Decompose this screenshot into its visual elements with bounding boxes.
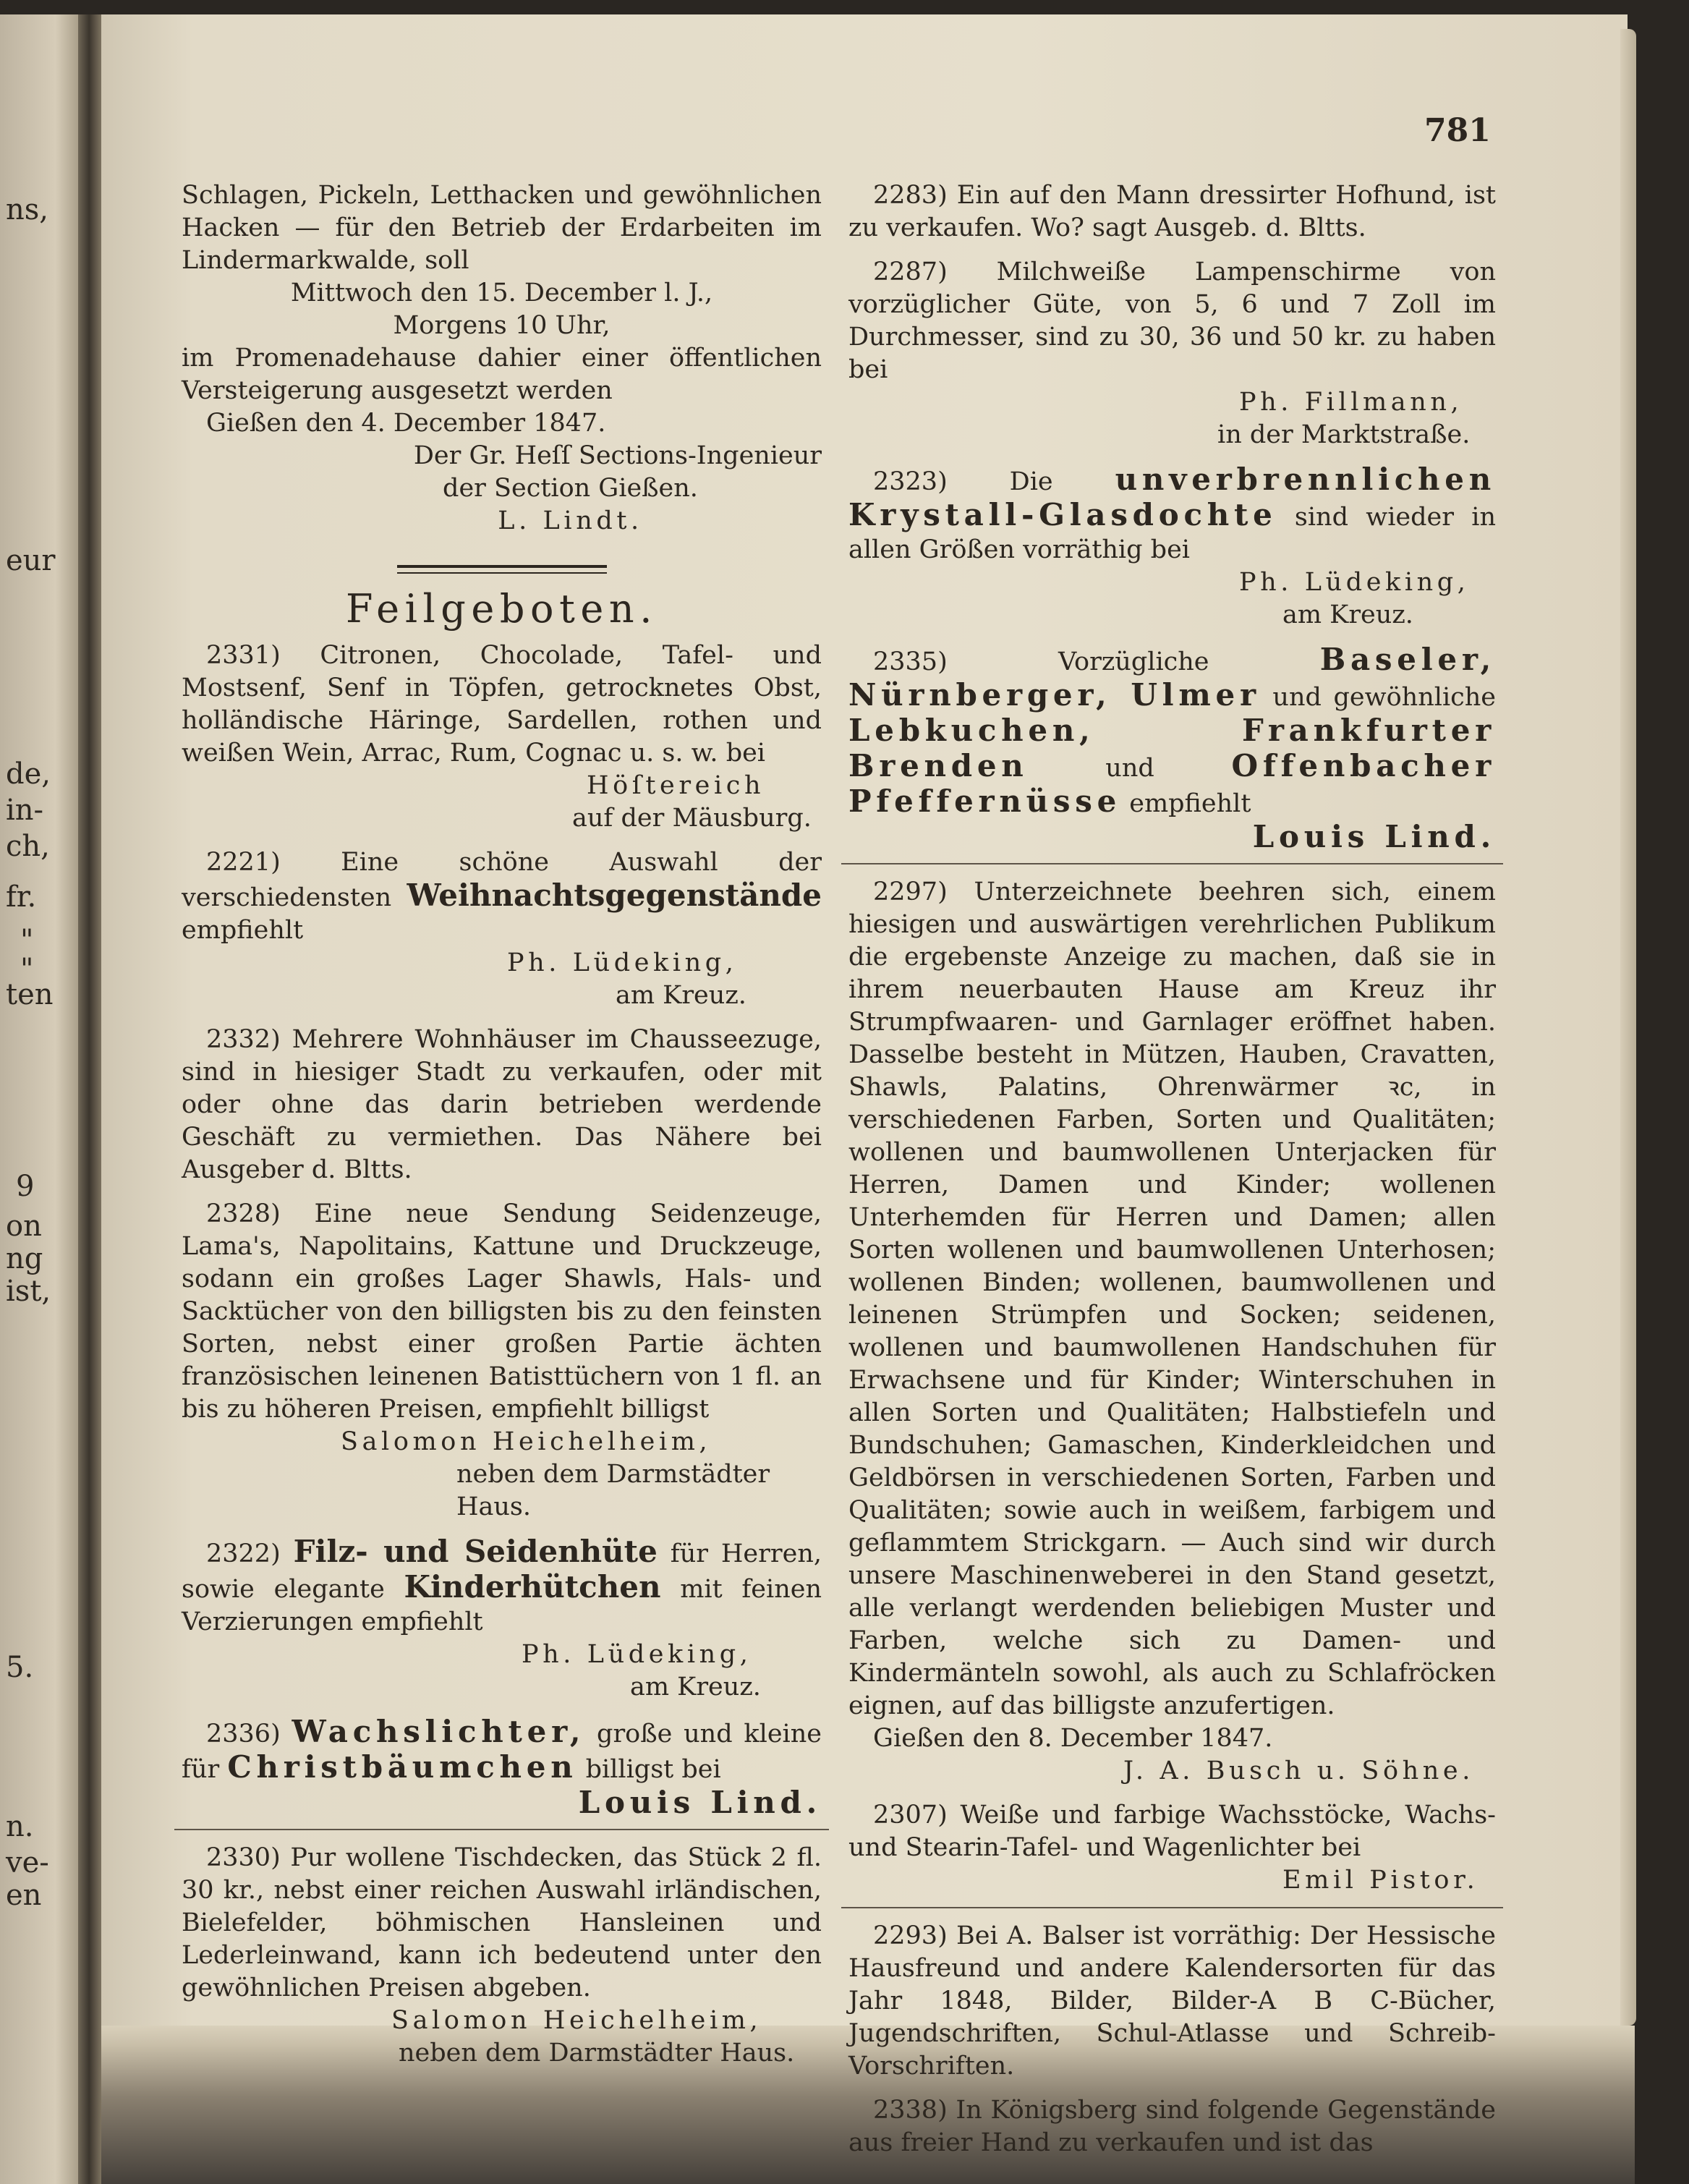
ad-signature: Louis Lind. (578, 1785, 822, 1820)
ad-2336 (182, 1715, 822, 1819)
left-fragment: ch, (6, 830, 50, 863)
left-fragment: en (6, 1879, 42, 1912)
ad-text-part: billigst bei (585, 1755, 721, 1784)
notice-time: Morgens 10 Uhr, (393, 311, 610, 340)
ad-highlight: Kinderhütchen (404, 1569, 661, 1605)
left-fragment: " (20, 924, 34, 957)
notice-text: im Promenadehause dahier einer öffentlichen Versteigerung ausgesetzt werden (182, 344, 822, 405)
divider (841, 1907, 1503, 1908)
left-column (182, 179, 822, 2070)
ad-2335 (848, 643, 1496, 853)
ad-text (848, 463, 1496, 566)
ad-2221 (182, 846, 822, 1012)
ad-2323 (848, 463, 1496, 632)
ad-2338 (848, 2094, 1496, 2159)
ad-2331 (182, 640, 822, 835)
left-fragment: ist, (6, 1275, 51, 1308)
ad-text (182, 846, 822, 947)
ad-highlight: Baseler, Nürnberger, Ulmer (848, 642, 1496, 713)
ad-signature: Ph. Lüdeking, (1239, 568, 1470, 597)
ad-text-part: mit feinen Verzierungen empfiehlt (182, 1575, 822, 1636)
ad-address: auf der Mäusburg. (572, 804, 812, 833)
ad-text-part: 2335) Vorzügliche (873, 647, 1209, 676)
ad-text-part: und (1105, 754, 1154, 783)
ad-text (182, 1715, 822, 1786)
ad-2330 (182, 1842, 822, 2070)
notice-place-date: Gießen den 4. December 1847. (206, 409, 606, 438)
ad-address: am Kreuz. (1282, 600, 1413, 629)
ad-address: am Kreuz. (630, 1673, 761, 1701)
ad-text-part: 2221) Eine schöne Auswahl der verschiedensten (182, 848, 822, 912)
ad-text: 2307) Weiße und farbige Wachsstöcke, Wachs- und Stearin-Tafel- und Wagenlichter bei (848, 1801, 1496, 1862)
ad-signature: Höſtereich (587, 771, 765, 800)
notice-signatory-section: der Section Gießen. (443, 474, 698, 503)
left-fragment: 9 (16, 1170, 35, 1203)
section-title: Feilgeboten. (346, 586, 658, 632)
ad-text-part: und gewöhnliche (1272, 683, 1496, 712)
left-fragment: in- (6, 794, 44, 827)
ad-text-part: 2323) Die (873, 467, 1053, 496)
ad-highlight: Lebkuchen, Frankfurter Brenden (848, 713, 1496, 783)
page-number: 781 (1424, 112, 1491, 149)
left-fragment: ns, (6, 193, 49, 226)
left-fragment: ten (6, 978, 54, 1011)
left-fragment: de, (6, 757, 51, 791)
ad-signature: Salomon Heichelheim, (391, 2006, 762, 2035)
ad-2287 (848, 256, 1496, 451)
ad-text-part: für Herren, sowie elegante (182, 1539, 822, 1604)
ad-address: neben dem Darmstädter Haus. (399, 2039, 795, 2068)
ad-text-part: 2322) (206, 1539, 281, 1568)
ad-signature: Salomon Heichelheim, (341, 1427, 712, 1456)
ad-text (848, 643, 1496, 820)
ad-text-part: große und kleine für (182, 1720, 822, 1784)
left-fragment: n. (6, 1810, 34, 1843)
ad-2332 (182, 1024, 822, 1186)
notice-signatory-title: Der Gr. Heſſ Sections-Ingenieur (413, 441, 822, 470)
heading-rule (397, 565, 607, 574)
ad-text: 2331) Citronen, Chocolade, Tafel- und Mostsenf, Senf in Töpfen, getrocknetes Obst, holländische Häringe, Sardellen, rothen und weißen Wein, Arrac, Rum, Cognac u. s. w. bei (182, 641, 822, 768)
ad-text: 2287) Milchweiße Lampenschirme von vorzüglicher Güte, von 5, 6 und 7 Zoll im Durchmesser, sind zu 30, 36 und 50 kr. zu haben bei (848, 258, 1496, 384)
ad-address: am Kreuz. (616, 981, 746, 1010)
ad-text: 2293) Bei A. Balser ist vorräthig: Der Hessische Hausfreund und andere Kalendersorten für das Jahr 1848, Bilder, Bilder-A B C-Bücher, Jugendschriften, Schul-Atlasse und Schreib-Vorschriften. (848, 1921, 1496, 2081)
ad-highlight: Weihnachtsgegenstände (407, 878, 822, 913)
ad-text: 2297) Unterzeichnete beehren sich, einem hiesigen und auswärtigen verehrlichen Publikum die ergebenste Anzeige zu machen, daß sie in ihrem neuerbauten Hause am Kreuz ihr Strumpfwaaren- und Garnlager eröffnet haben. Dasselbe besteht in Mützen, Hauben, Cravatten, Shawls, Palatins, Ohrenwärmer ꝛc, in verschiedenen Farben, Sorten und Qualitäten; wollenen und baumwollenen Unterjacken für Herren, Damen und Kinder; wollenen Unterhemden für Herren und Damen; allen Sorten wollenen und baumwollenen Unterhosen; wollenen Binden; wollenen, baumwollenen und leinenen Strümpfen und Socken; seidenen, wollenen und baumwollenen Handschuhen für Erwachsene und für Kinder; Winterschuhen in allen Sorten und Qualitäten; Halbstiefeln und Bundschuhen; Gamaschen, Kinderkleidchen und Geldbörsen in verschiedenen Sorten, Farben und Qualitäten; sowie auch in weißem, farbigem und geflammtem Strickgarn. — Auch sind wir durch unsere Maschinenweberei in den Stand gesetzt, alle verlangt werdenden beliebigen Muster und Farben, welche sich zu Damen- und Kindermänteln sowohl, als auch zu Schlafröcken eignen, auf das billigste anzufertigen. (848, 878, 1496, 1720)
ad-text-part: empfiehlt (182, 916, 304, 945)
ad-highlight: Filz- und Seidenhüte (293, 1534, 658, 1569)
left-fragment: eur (6, 544, 56, 577)
left-fragment: ng (6, 1242, 43, 1275)
ad-text-part: empfiehlt (1129, 789, 1251, 818)
notice-signatory-name: L. Lindt. (498, 506, 643, 535)
right-column (848, 179, 1496, 2159)
ad-signature: Emil Pistor. (1282, 1866, 1479, 1895)
ad-2307 (848, 1799, 1496, 1897)
ad-signature: Louis Lind. (1252, 819, 1496, 854)
left-fragment: fr. (6, 880, 37, 914)
left-fragment: on (6, 1210, 42, 1243)
ad-highlight: Wachslichter, (292, 1714, 586, 1749)
left-fragment: ve- (6, 1846, 49, 1879)
ad-text-part: sind wieder in allen Größen vorräthig bei (848, 503, 1496, 564)
ad-2297 (848, 876, 1496, 1788)
left-fragment: " (20, 953, 34, 986)
ad-2293 (848, 1920, 1496, 2083)
ad-2328 (182, 1198, 822, 1524)
ad-text: 2283) Ein auf den Mann dressirter Hofhund, ist zu verkaufen. Wo? sagt Ausgeb. d. Bltts. (848, 181, 1496, 242)
ad-signature: J. A. Busch u. Söhne. (1123, 1756, 1474, 1785)
notice-text: Schlagen, Pickeln, Letthacken und gewöhnlichen Hacken — für den Betrieb der Erdarbeiten im Lindermarkwalde, soll (182, 181, 822, 275)
ad-text: 2330) Pur wollene Tischdecken, das Stück 2 fl. 30 kr., nebst einer reichen Auswahl irländischen, Bielefelder, böhmischen Hansleinen und Lederleinwand, kann ich bedeutend unter den gewöhnlichen Preisen abgeben. (182, 1843, 822, 2002)
divider (841, 863, 1503, 864)
notice-erdarbeiten (182, 179, 822, 537)
notice-date: Mittwoch den 15. December l. J., (290, 279, 713, 307)
ad-text: 2328) Eine neue Sendung Seidenzeuge, Lama's, Napolitains, Kattune und Druckzeuge, sodann ein großes Lager Shawls, Hals- und Sacktücher von den billigsten bis zu den feinsten Sorten, nebst einer großen Partie ächten französischen leinenen Batisttüchern von 1 fl. an bis zu höheren Preisen, empfiehlt billigst (182, 1199, 822, 1424)
ad-signature: Ph. Lüdeking, (507, 948, 738, 977)
ad-highlight: Christbäumchen (227, 1749, 578, 1785)
ad-2322 (182, 1535, 822, 1704)
ad-signature: Ph. Fillmann, (1239, 388, 1463, 417)
ad-address: in der Marktstraße. (1217, 420, 1471, 449)
ad-text (182, 1535, 822, 1639)
page-edge (1620, 29, 1636, 2026)
ad-highlight: unverbrennlichen Krystall-Glasdochte (848, 462, 1496, 532)
ad-text: 2332) Mehrere Wohnhäuser im Chausseezuge, sind in hiesiger Stadt zu verkaufen, oder mit oder ohne das darin betrieben werdende Geschäft zu vermiethen. Das Nähere bei Ausgeber d. Bltts. (182, 1025, 822, 1184)
ad-address: neben dem Darmstädter Haus. (456, 1460, 770, 1521)
ad-signature: Ph. Lüdeking, (522, 1640, 752, 1669)
ad-highlight: Offenbacher Pfeffernüsse (848, 748, 1496, 819)
divider (174, 1829, 829, 1830)
ad-text-part: 2336) (206, 1720, 281, 1749)
ad-date: Gießen den 8. December 1847. (873, 1724, 1273, 1753)
left-fragment: 5. (6, 1651, 34, 1684)
book-gutter (78, 14, 103, 2184)
ad-text: 2338) In Königsberg sind folgende Gegenstände aus freier Hand zu verkaufen und ist das (848, 2096, 1496, 2157)
ad-2283 (848, 179, 1496, 245)
left-page-edge (0, 14, 80, 2184)
